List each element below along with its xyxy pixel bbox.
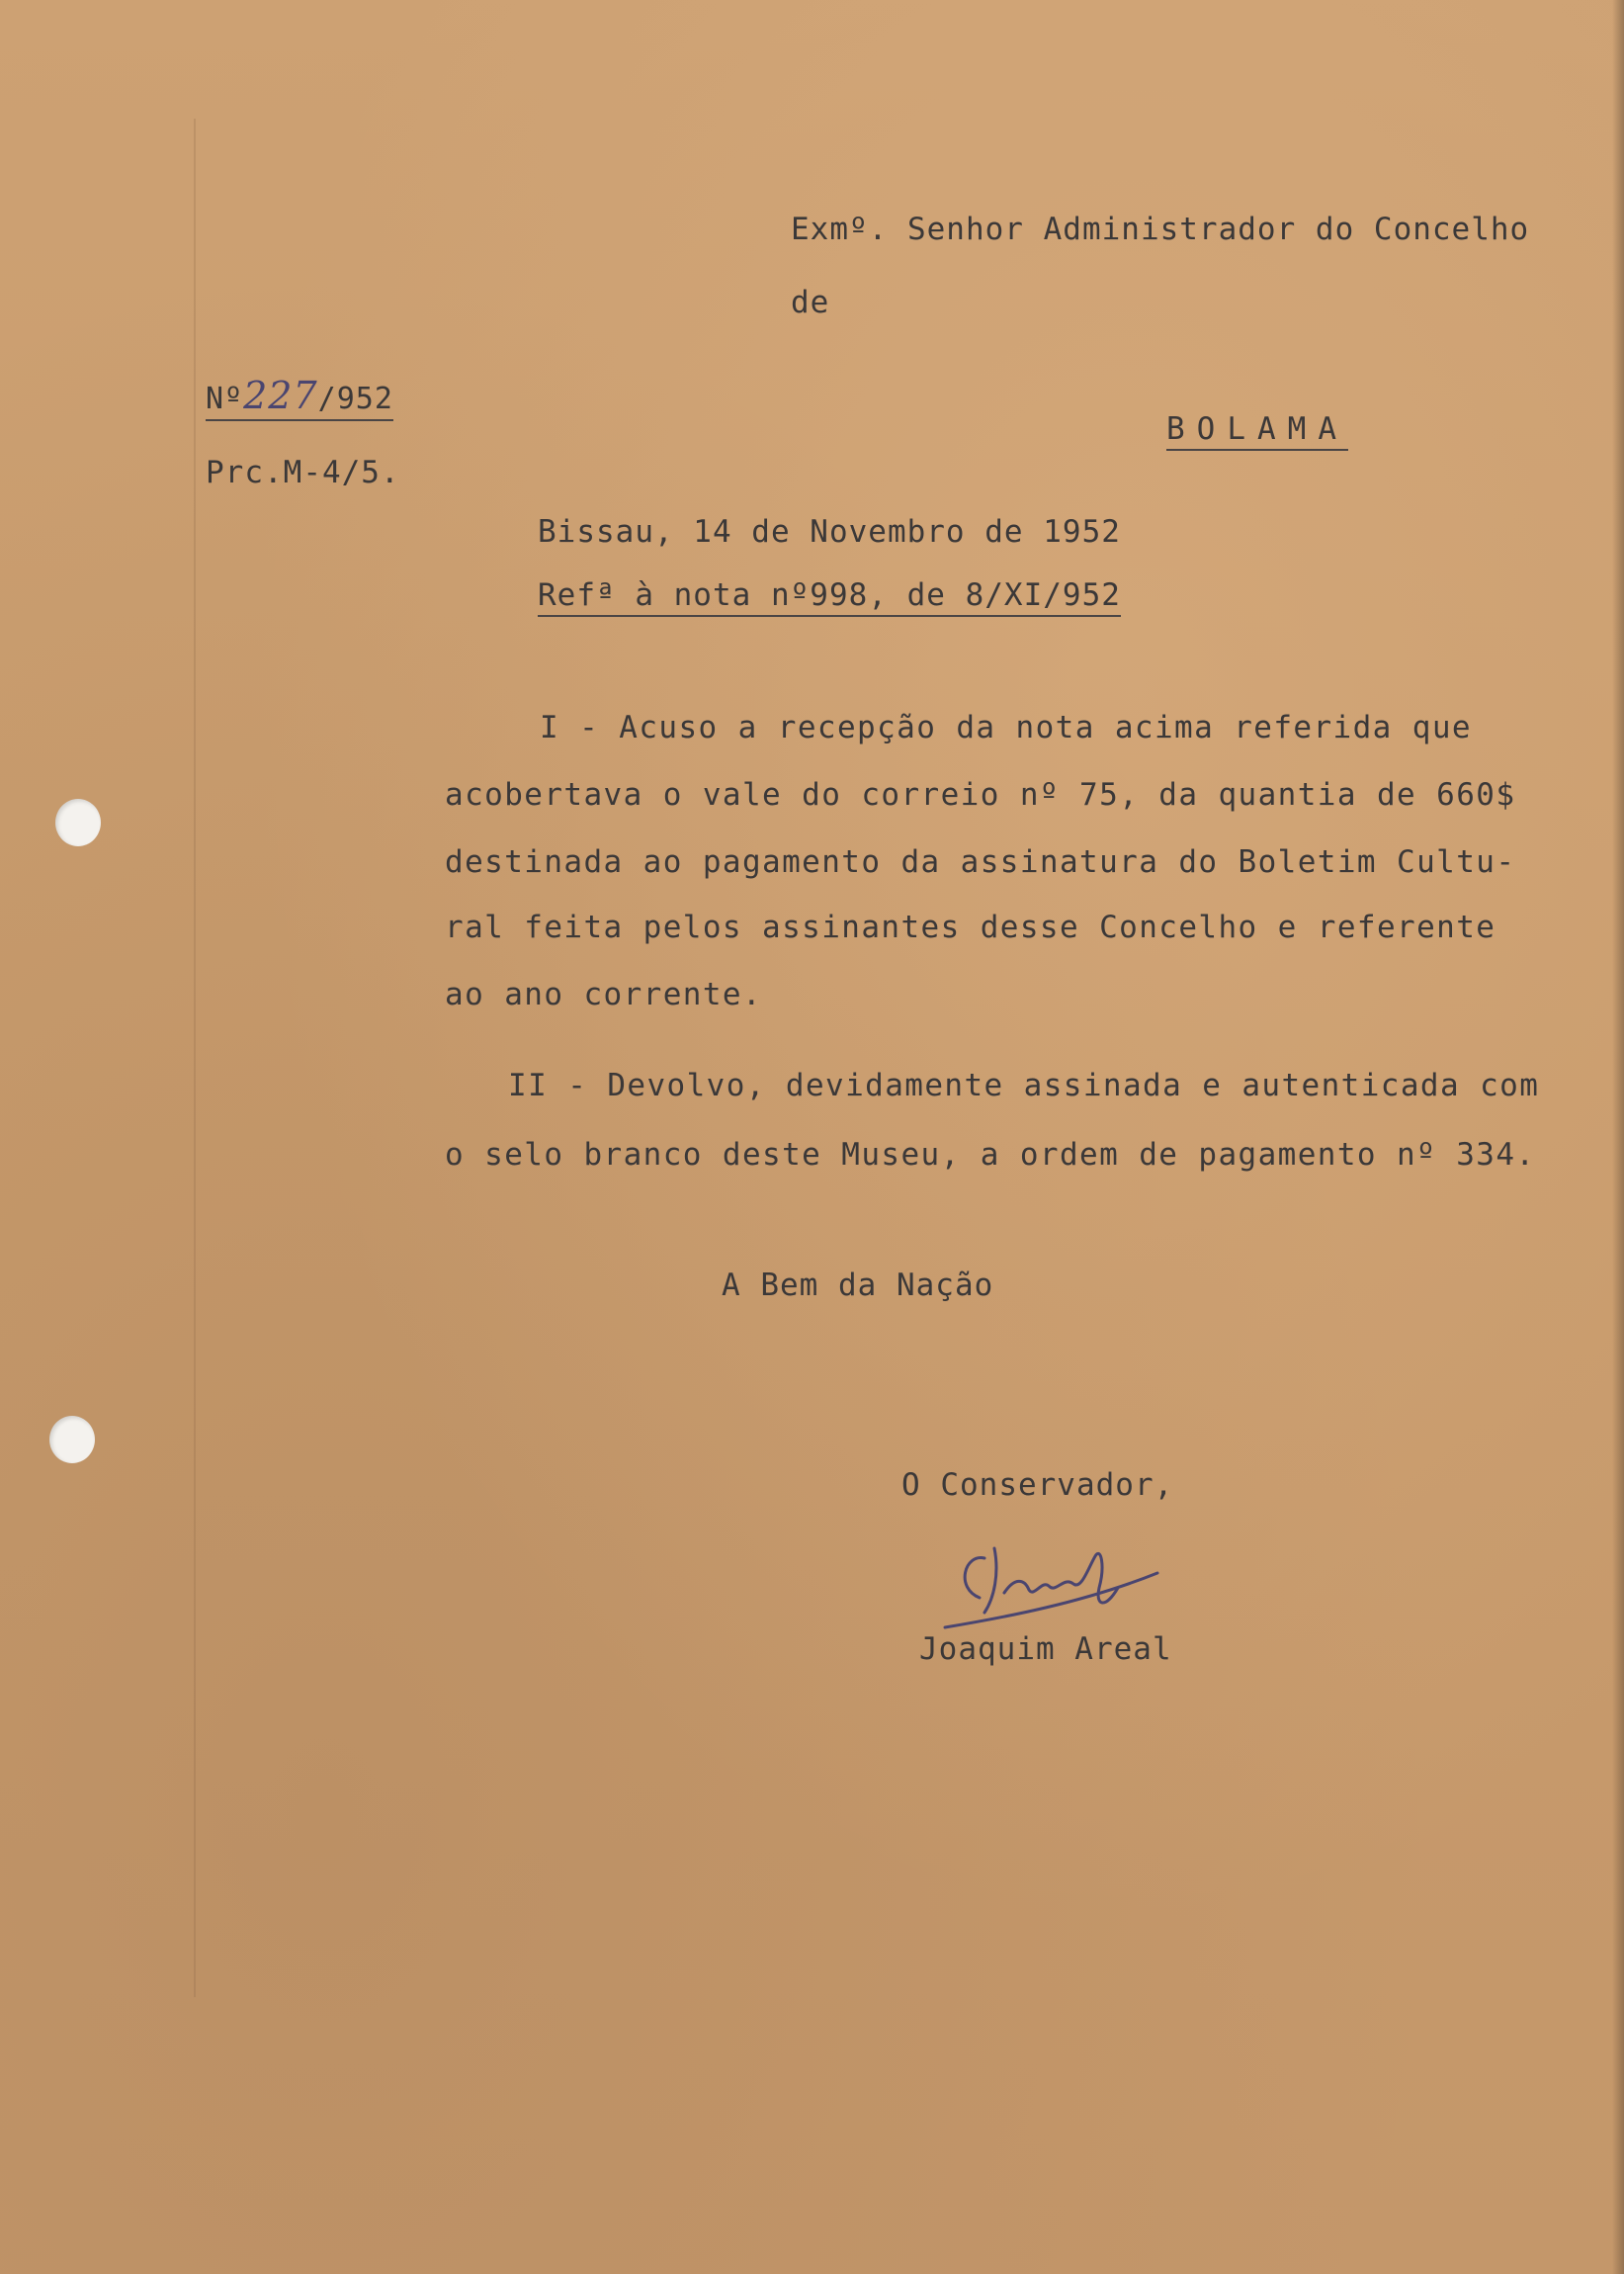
paragraph2-line: II - Devolvo, devidamente assinada e autenticada com: [508, 1068, 1540, 1103]
addressee-de: de: [791, 285, 830, 320]
city-name: BOLAMA: [1166, 411, 1348, 451]
reference-number-prefix: Nº: [206, 382, 244, 416]
signatory-title: O Conservador,: [901, 1467, 1174, 1503]
closing-salutation: A Bem da Nação: [722, 1268, 994, 1303]
paragraph2-line: o selo branco deste Museu, a ordem de pagamento nº 334.: [445, 1137, 1536, 1173]
handwritten-signature: [925, 1519, 1192, 1637]
paragraph1-line: ral feita pelos assinantes desse Concelho e referente: [445, 910, 1496, 945]
reference-number-handwritten: 227: [243, 374, 318, 417]
paragraph1-line: ao ano corrente.: [445, 977, 763, 1012]
reference-note: Refª à nota nº998, de 8/XI/952: [538, 577, 1121, 617]
signatory-name: Joaquim Areal: [919, 1631, 1172, 1667]
punch-hole: [49, 1416, 95, 1463]
date-line: Bissau, 14 de Novembro de 1952: [538, 514, 1121, 550]
process-code: Prc.M-4/5.: [206, 455, 400, 490]
addressee-line: Exmº. Senhor Administrador do Concelho: [791, 212, 1530, 247]
paragraph1-line: destinada ao pagamento da assinatura do Boletim Cultu-: [445, 844, 1516, 880]
reference-number-suffix: /952: [317, 382, 393, 416]
paper-edge: [1612, 0, 1624, 2274]
paragraph1-line: acobertava o vale do correio nº 75, da quantia de 660$: [445, 777, 1516, 813]
reference-number: [206, 374, 393, 421]
fold-line: [194, 119, 196, 1997]
punch-hole: [55, 799, 101, 846]
paragraph1-line: I - Acuso a recepção da nota acima referida que: [540, 710, 1472, 745]
